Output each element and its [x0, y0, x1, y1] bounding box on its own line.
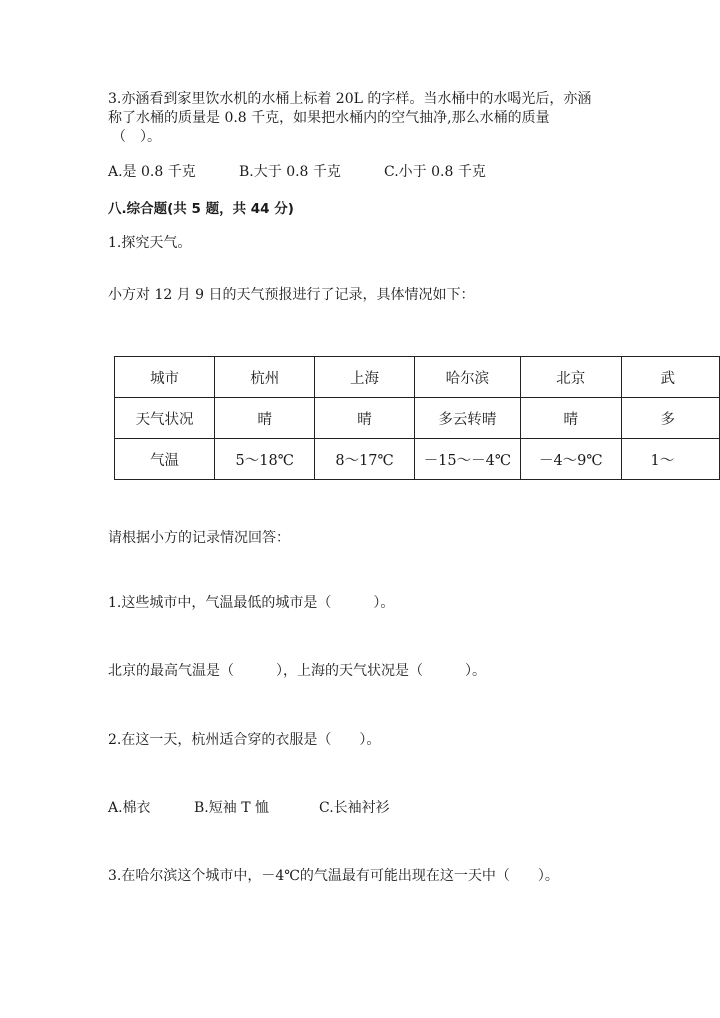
sub2-option-a: A.棉衣 — [108, 800, 151, 816]
option-a: A.是 0.8 千克 — [108, 164, 196, 180]
table-row — [115, 439, 720, 480]
sub2-option-c: C.长袖衬衫 — [319, 800, 390, 816]
table-row — [115, 398, 720, 439]
table-cell: －15～－4℃ — [414, 439, 520, 480]
table-cell: 多云转晴 — [414, 398, 520, 439]
table-cell: 5～18℃ — [215, 439, 315, 480]
option-c: C.小于 0.8 千克 — [384, 164, 486, 180]
question-1-title: 1.探究天气。 — [108, 235, 192, 251]
table-header-cell: 武 — [621, 357, 719, 398]
table-header-cell: 城市 — [115, 357, 215, 398]
table-header-cell: 杭州 — [215, 357, 315, 398]
prompt-text: 请根据小方的记录情况回答： — [108, 530, 290, 546]
table-header-cell: 哈尔滨 — [414, 357, 520, 398]
table-cell: 8～17℃ — [315, 439, 414, 480]
table-cell: 天气状况 — [115, 398, 215, 439]
weather-table — [114, 356, 720, 480]
table-row — [115, 357, 720, 398]
table-cell: 晴 — [215, 398, 315, 439]
section-title: 八.综合题(共 5 题，共 44 分) — [108, 201, 294, 217]
table-cell: 气温 — [115, 439, 215, 480]
table-cell: 晴 — [521, 398, 622, 439]
table-cell: 晴 — [315, 398, 414, 439]
table-cell: －4～9℃ — [521, 439, 622, 480]
sub-question-3: 3.在哈尔滨这个城市中，－4℃的气温最有可能出现在这一天中（ ）。 — [108, 868, 559, 884]
sub2-option-b: B.短袖 T 恤 — [194, 800, 269, 816]
sub-question-2: 2.在这一天，杭州适合穿的衣服是（ ）。 — [108, 732, 381, 748]
table-header-cell: 上海 — [315, 357, 414, 398]
question-3-line-3: （ ）。 — [112, 129, 161, 145]
option-b: B.大于 0.8 千克 — [239, 164, 341, 180]
table-header-cell: 北京 — [521, 357, 622, 398]
sub-question-1: 1.这些城市中，气温最低的城市是（ ）。 — [108, 595, 395, 611]
question-3-line-2: 称了水桶的质量是 0.8 千克，如果把水桶内的空气抽净,那么水桶的质量 — [108, 110, 550, 126]
table-cell: 多 — [621, 398, 719, 439]
sub-question-1b: 北京的最高气温是（ ），上海的天气状况是（ ）。 — [108, 663, 486, 679]
table-cell: 1～ — [621, 439, 719, 480]
intro-text: 小方对 12 月 9 日的天气预报进行了记录，具体情况如下： — [108, 287, 475, 303]
question-3-line-1: 3.亦涵看到家里饮水机的水桶上标着 20L 的字样。当水桶中的水喝光后，亦涵 — [108, 91, 592, 107]
